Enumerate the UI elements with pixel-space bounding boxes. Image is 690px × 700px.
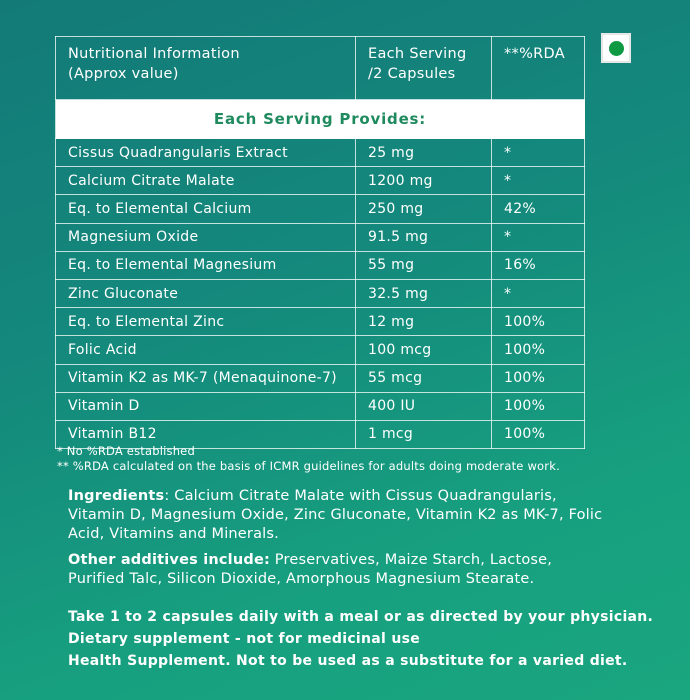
health-supplement-notice: Health Supplement. Not to be used as a substitute for a varied diet. (68, 653, 628, 669)
table-row (56, 308, 585, 336)
table-row (56, 336, 585, 364)
nutrient-rda: * (492, 223, 585, 251)
nutrient-name: Zinc Gluconate (56, 279, 356, 307)
table-row (56, 251, 585, 279)
header-each-serving: Each Serving /2 Capsules (356, 37, 492, 100)
nutrient-amount: 1 mcg (356, 420, 492, 448)
nutrient-amount: 1200 mg (356, 167, 492, 195)
nutrient-amount: 400 IU (356, 392, 492, 420)
header-rda: **%RDA (492, 37, 585, 100)
nutrient-amount: 32.5 mg (356, 279, 492, 307)
table-header-row (56, 37, 585, 100)
nutrient-name: Folic Acid (56, 336, 356, 364)
table-row (56, 392, 585, 420)
additives-label: Other additives include: (68, 552, 270, 568)
nutrient-name: Magnesium Oxide (56, 223, 356, 251)
veg-symbol-icon (601, 33, 631, 63)
table-row (56, 195, 585, 223)
table-body (56, 139, 585, 449)
nutrient-rda: * (492, 279, 585, 307)
veg-symbol-dot (609, 41, 624, 56)
nutrient-name: Eq. to Elemental Magnesium (56, 251, 356, 279)
nutrient-rda: 100% (492, 392, 585, 420)
nutrient-rda: 42% (492, 195, 585, 223)
table-band-row (56, 100, 585, 139)
nutrient-rda: 100% (492, 336, 585, 364)
nutrient-amount: 100 mcg (356, 336, 492, 364)
nutrient-name: Calcium Citrate Malate (56, 167, 356, 195)
nutrient-name: Vitamin K2 as MK-7 (Menaquinone-7) (56, 364, 356, 392)
dosage-direction: Take 1 to 2 capsules daily with a meal or as directed by your physician. (68, 609, 654, 625)
each-serving-provides: Each Serving Provides: (56, 100, 585, 139)
nutrient-rda: 100% (492, 364, 585, 392)
nutrient-rda: * (492, 139, 585, 167)
nutrition-table (55, 36, 585, 449)
nutrient-amount: 91.5 mg (356, 223, 492, 251)
nutrient-amount: 55 mcg (356, 364, 492, 392)
nutrient-amount: 12 mg (356, 308, 492, 336)
ingredients-text: : Calcium Citrate Malate with Cissus Quadrangularis, Vitamin D, Magnesium Oxide, Zinc Gluconate, Vitamin K2 as MK-7, Folic Acid, Vitamins and Minerals. (68, 488, 603, 542)
footnote-rda-basis: ** %RDA calculated on the basis of ICMR guidelines for adults doing moderate work. (57, 459, 560, 473)
nutrient-rda: 100% (492, 308, 585, 336)
ingredients-paragraph (68, 487, 613, 544)
nutrient-name: Eq. to Elemental Calcium (56, 195, 356, 223)
table-row (56, 139, 585, 167)
nutrient-name: Cissus Quadrangularis Extract (56, 139, 356, 167)
ingredients-label: Ingredients (68, 488, 165, 504)
nutrient-name: Vitamin B12 (56, 420, 356, 448)
nutrient-amount: 250 mg (356, 195, 492, 223)
additives-text: Preservatives, Maize Starch, Lactose, Purified Talc, Silicon Dioxide, Amorphous Magnesium Stearate. (68, 552, 553, 587)
supplement-notice: Dietary supplement - not for medicinal use (68, 631, 421, 647)
additives-paragraph (68, 551, 613, 589)
nutrient-rda: 100% (492, 420, 585, 448)
footnotes (57, 444, 560, 474)
nutrient-amount: 55 mg (356, 251, 492, 279)
nutrient-name: Eq. to Elemental Zinc (56, 308, 356, 336)
nutrient-name: Vitamin D (56, 392, 356, 420)
nutrient-rda: 16% (492, 251, 585, 279)
header-nutritional-info: Nutritional Information (Approx value) (56, 37, 356, 100)
nutrient-rda: * (492, 167, 585, 195)
table-row (56, 279, 585, 307)
table-row (56, 223, 585, 251)
footnote-no-rda: * No %RDA established (57, 444, 195, 458)
table-row (56, 167, 585, 195)
table-row (56, 364, 585, 392)
nutrient-amount: 25 mg (356, 139, 492, 167)
